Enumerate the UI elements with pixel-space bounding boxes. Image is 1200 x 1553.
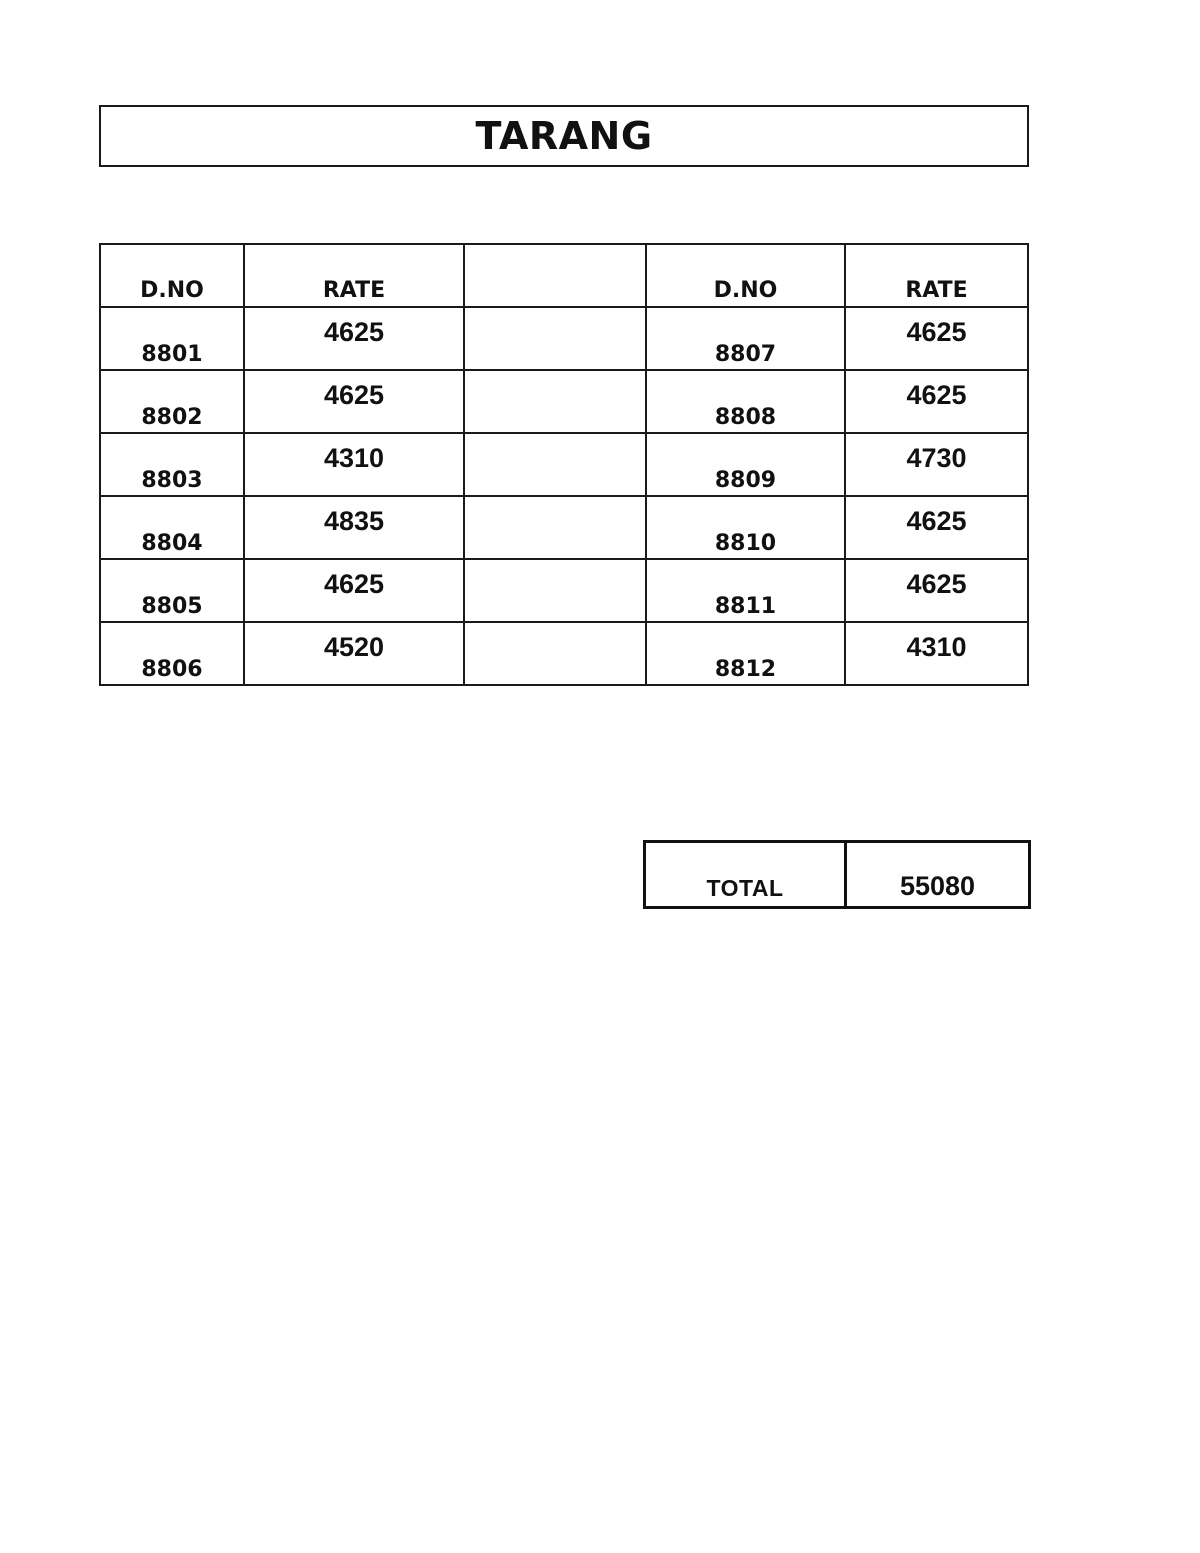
table-row (100, 370, 1028, 433)
right-dno-cell (646, 433, 845, 496)
left-rate-cell (244, 307, 464, 370)
right-dno-cell (646, 370, 845, 433)
left-dno-cell (100, 622, 244, 685)
left-rate: 4520 (323, 632, 385, 662)
right-dno: 8808 (714, 405, 777, 430)
right-rate-cell (845, 433, 1028, 496)
left-dno-cell (100, 307, 244, 370)
left-dno: 8803 (141, 468, 203, 493)
header-left-dno: D.NO (100, 244, 244, 307)
right-rate-cell (845, 496, 1028, 559)
total-row (645, 842, 1030, 908)
header-left-rate: RATE (244, 244, 464, 307)
spacer-cell (464, 433, 646, 496)
right-rate: 4625 (906, 506, 967, 536)
left-dno-cell (100, 496, 244, 559)
right-rate-cell (845, 559, 1028, 622)
left-rate: 4625 (323, 380, 385, 410)
left-rate: 4310 (323, 443, 385, 473)
left-dno-cell (100, 559, 244, 622)
right-dno-cell (646, 307, 845, 370)
left-rate: 4625 (323, 317, 385, 347)
left-rate-cell (244, 370, 464, 433)
left-dno: 8804 (141, 531, 203, 556)
right-rate: 4625 (906, 317, 967, 347)
table-row (100, 433, 1028, 496)
title-box (99, 105, 1029, 167)
total-table (643, 840, 1031, 909)
right-dno: 8810 (714, 531, 777, 556)
right-rate: 4625 (906, 380, 967, 410)
right-dno-cell (646, 496, 845, 559)
header-spacer (464, 244, 646, 307)
table-row (100, 496, 1028, 559)
right-rate: 4625 (906, 569, 967, 599)
right-rate-cell (845, 307, 1028, 370)
right-dno: 8811 (714, 594, 777, 619)
spacer-cell (464, 622, 646, 685)
rate-table (99, 243, 1029, 686)
left-rate-cell (244, 622, 464, 685)
left-dno: 8802 (141, 405, 203, 430)
left-rate-cell (244, 496, 464, 559)
right-dno-cell (646, 622, 845, 685)
spacer-cell (464, 370, 646, 433)
left-rate-cell (244, 559, 464, 622)
page-title: TARANG (475, 114, 653, 158)
left-rate: 4835 (323, 506, 385, 536)
table-header-row (100, 244, 1028, 307)
spacer-cell (464, 559, 646, 622)
right-dno-cell (646, 559, 845, 622)
right-dno: 8812 (714, 657, 777, 682)
total-label: TOTAL (645, 842, 846, 908)
right-rate-cell (845, 622, 1028, 685)
left-dno-cell (100, 433, 244, 496)
header-right-rate: RATE (845, 244, 1028, 307)
left-dno: 8801 (141, 342, 203, 367)
spacer-cell (464, 496, 646, 559)
right-rate-cell (845, 370, 1028, 433)
right-rate: 4730 (906, 443, 967, 473)
right-rate: 4310 (906, 632, 967, 662)
total-value: 55080 (846, 842, 1030, 908)
table-row (100, 559, 1028, 622)
table-row (100, 307, 1028, 370)
spacer-cell (464, 307, 646, 370)
right-dno: 8807 (714, 342, 777, 367)
table-row (100, 622, 1028, 685)
header-right-dno: D.NO (646, 244, 845, 307)
left-dno: 8805 (141, 594, 203, 619)
left-dno: 8806 (141, 657, 203, 682)
right-dno: 8809 (714, 468, 777, 493)
left-rate-cell (244, 433, 464, 496)
left-rate: 4625 (323, 569, 385, 599)
left-dno-cell (100, 370, 244, 433)
